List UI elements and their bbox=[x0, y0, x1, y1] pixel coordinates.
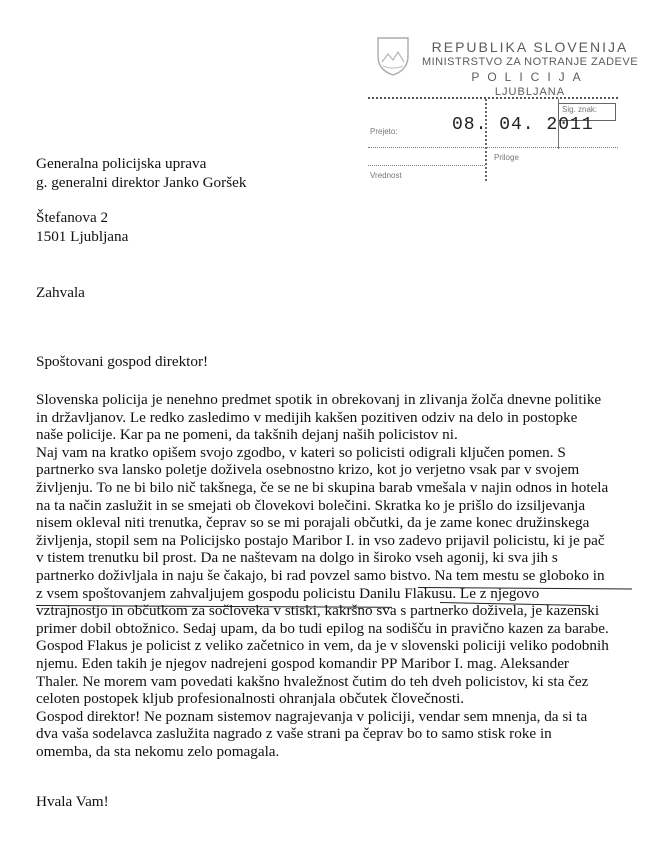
body-line: Gospod direktor! Ne poznam sistemov nagrajevanja v policiji, vendar sem mnenja, da si ta bbox=[36, 707, 588, 725]
body-line: vztrajnostjo in občutkom za sočloveka v stiski, kakršno sva s partnerko doživela, je kazenski bbox=[36, 602, 600, 620]
body-line: v tistem trenutku bil prost. Da ne naštevam na dolgo in široko vseh agonij, ki sva jih s bbox=[36, 549, 558, 567]
body-line: nisem okleval niti trenutka, čeprav so se mi porajali občutki, da je zame konec družinskega bbox=[36, 514, 590, 532]
registry-stamp bbox=[368, 97, 618, 181]
stamp-label-vrednost: Vrednost bbox=[370, 171, 402, 180]
stamp-line-2: MINISTRSTVO ZA NOTRANJE ZADEVE bbox=[421, 56, 639, 68]
coat-of-arms-icon bbox=[370, 32, 416, 78]
body-line: naše policije. Kar pa ne pomeni, da takšnih dejanj naših policistov ni. bbox=[36, 426, 458, 444]
recipient-block bbox=[36, 155, 246, 193]
body-line: na ta način zaslužit in se smejati ob človekovi bolečini. Skratka ko je prišlo do izsiljevanja bbox=[36, 496, 586, 514]
recipient-line-1: Generalna policijska uprava bbox=[36, 155, 207, 172]
letter-closing: Hvala Vam! bbox=[36, 793, 109, 810]
address-block bbox=[36, 209, 128, 247]
stamp-line-4: LJUBLJANA bbox=[494, 86, 566, 98]
stamp-header bbox=[420, 40, 640, 100]
stamp-label-priloge: Priloge bbox=[494, 153, 519, 162]
body-line: njemu. Eden takih je njegov nadrejeni gospod komandir PP Maribor I. mag. Aleksander bbox=[36, 654, 569, 672]
address-street: Štefanova 2 bbox=[36, 209, 109, 226]
body-line: in državljanov. Le redko zasledimo v medijih kakšen pozitiven odziv na delo in postopke bbox=[36, 408, 578, 426]
body-line: primer dobil obtožnico. Sedaj upam, da bo tudi epilog na sodišču in pravično kazen za barabe. bbox=[36, 619, 609, 637]
stamp-line-1: REPUBLIKA SLOVENIJA bbox=[431, 39, 629, 55]
body-line: Slovenska policija je nenehno predmet spotik in obrekovanj in zlivanja žolča dnevne politike bbox=[36, 391, 602, 408]
body-line: celoten postopek kljub profesionalnosti ohranjala občutek človečnosti. bbox=[36, 690, 465, 708]
stamp-label-prejeto: Prejeto: bbox=[370, 127, 398, 136]
stamp-date: 08. 04. 2011 bbox=[452, 115, 594, 135]
stamp-label-sig-znak: Sig. znak: bbox=[562, 105, 598, 114]
letter-body bbox=[36, 391, 609, 760]
body-line: življenja, stopil sem na Policijsko postajo Maribor I. in vso zadevo prijavil policistu, ki je pač bbox=[36, 531, 605, 549]
body-line: dva vaša sodelavca zaslužita nagrado z vaše strani pa čeprav bo to samo stisk roke in bbox=[36, 725, 552, 743]
letter-subject: Zahvala bbox=[36, 284, 85, 301]
recipient-line-2: g. generalni direktor Janko Goršek bbox=[36, 174, 247, 191]
body-line: partnerko doživljala in naju še čakajo, bi rad povzel samo bistvo. Na tem mestu se globoko in bbox=[36, 566, 605, 584]
body-line: Gospod Flakus je policist z veliko začetnico in vem, da je v slovenski policiji veliko podobnih bbox=[36, 637, 609, 655]
body-line: z vsem spoštovanjem zahvaljujem gospodu policistu Danilu Flakusu. Le z njegovo bbox=[36, 584, 540, 602]
letter-salutation: Spoštovani gospod direktor! bbox=[36, 353, 209, 370]
body-line: partnerko sva lansko poletje doživela osebnostno krizo, kot jo verjetno vsak par v svojem bbox=[36, 461, 580, 479]
body-line: življenju. To ne bi bilo nič takšnega, če se ne bi skupina barab vmešala v najin odnos in hotela bbox=[36, 478, 609, 496]
body-line: omemba, da sta nekomu zelo pomagala. bbox=[36, 742, 280, 760]
stamp-line-3: POLICIJA bbox=[471, 70, 589, 84]
address-city: 1501 Ljubljana bbox=[36, 228, 129, 245]
body-line: Naj vam na kratko opišem svojo zgodbo, v kateri so policisti odigrali ključen pomen. S bbox=[36, 443, 566, 461]
body-line: Thaler. Ne morem vam povedati kakšno hvaležnost čutim do teh dveh policistov, ki sta čez bbox=[36, 672, 589, 690]
